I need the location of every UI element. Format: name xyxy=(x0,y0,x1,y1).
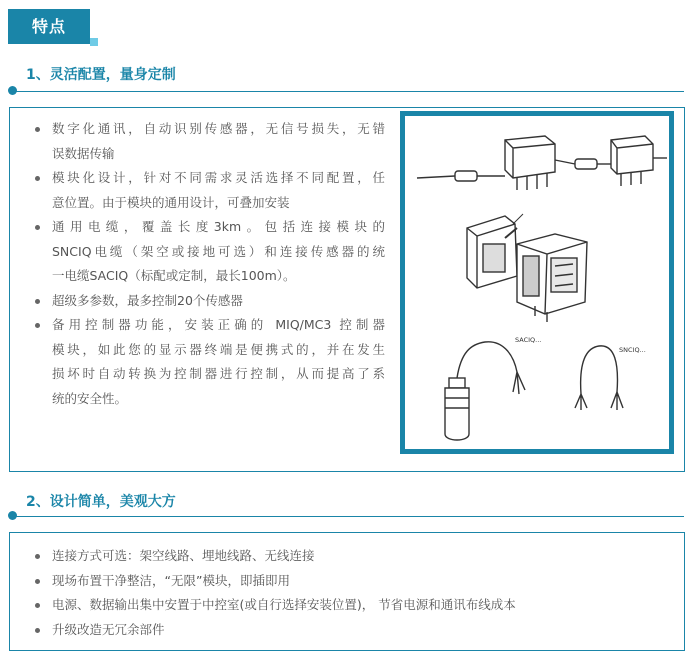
bullet-line: SNCIQ电缆（架空或接地可选）和连接传感器的统 xyxy=(52,243,385,259)
feature-bullet xyxy=(30,117,385,166)
tag-accent-square xyxy=(90,38,98,46)
section2-text xyxy=(30,544,670,642)
bullet-line: 模块化设计，针对不同需求灵活选择不同配置，任 xyxy=(52,170,385,185)
section2-bullet-list xyxy=(30,544,670,642)
design-bullet: 现场布置干净整洁，“无限”模块，即插即用 xyxy=(30,569,670,594)
bullet-line: 数字化通讯，自动识别传感器，无信号损失，无错 xyxy=(52,121,385,136)
sncicq-cable-label: SNCIQ... xyxy=(619,346,646,354)
sncicq-cable-drawing xyxy=(575,346,623,410)
section1-title: 1、灵活配置，量身定制 xyxy=(26,67,176,83)
bullet-line: 统的安全性。 xyxy=(52,390,128,406)
bullet-line: 通用电缆，覆盖长度3km。包括连接模块的 xyxy=(52,219,385,234)
section1-divider xyxy=(12,91,684,92)
bullet-line: 超级多参数，最多控制20个传感器 xyxy=(52,292,243,308)
feature-bullet xyxy=(30,166,385,215)
open-module-drawing xyxy=(467,214,587,322)
section2-dot xyxy=(8,511,17,520)
module-chain-drawing xyxy=(417,136,667,190)
design-bullet: 电源、数据输出集中安置于中控室(或自行选择安装位置)， 节省电源和通讯布线成本 xyxy=(30,593,670,618)
bullet-line: 意位置。由于模块的通用设计，可叠加安装 xyxy=(52,194,290,210)
bullet-line: 模块，如此您的显示器终端是便携式的，并在发生 xyxy=(52,341,385,357)
bullet-line: 一电缆SACIQ（标配或定制，最长100m）。 xyxy=(52,268,296,283)
feature-bullet xyxy=(30,215,385,289)
bullet-line: 损坏时自动转换为控制器进行控制，从而提高了系 xyxy=(52,366,385,381)
feature-bullet xyxy=(30,313,385,411)
product-illustration xyxy=(405,116,669,449)
sensor-cable-drawing xyxy=(445,342,525,440)
design-bullet: 升级改造无冗余部件 xyxy=(30,618,670,643)
section-tag: 特点 xyxy=(8,9,90,44)
section1-dot xyxy=(8,86,17,95)
bullet-line: 备用控制器功能，安装正确的 MIQ/MC3 控制器 xyxy=(52,317,385,332)
bullet-line: 误数据传输 xyxy=(52,145,115,161)
section2-divider xyxy=(12,516,684,517)
section2-title: 2、设计简单，美观大方 xyxy=(26,494,176,510)
sacicq-cable-label: SACIQ... xyxy=(515,336,542,344)
product-image-frame xyxy=(400,111,674,454)
feature-bullet xyxy=(30,289,385,314)
design-bullet: 连接方式可选：架空线路、埋地线路、无线连接 xyxy=(30,544,670,569)
section1-text xyxy=(30,117,385,411)
section1-bullet-list xyxy=(30,117,385,411)
